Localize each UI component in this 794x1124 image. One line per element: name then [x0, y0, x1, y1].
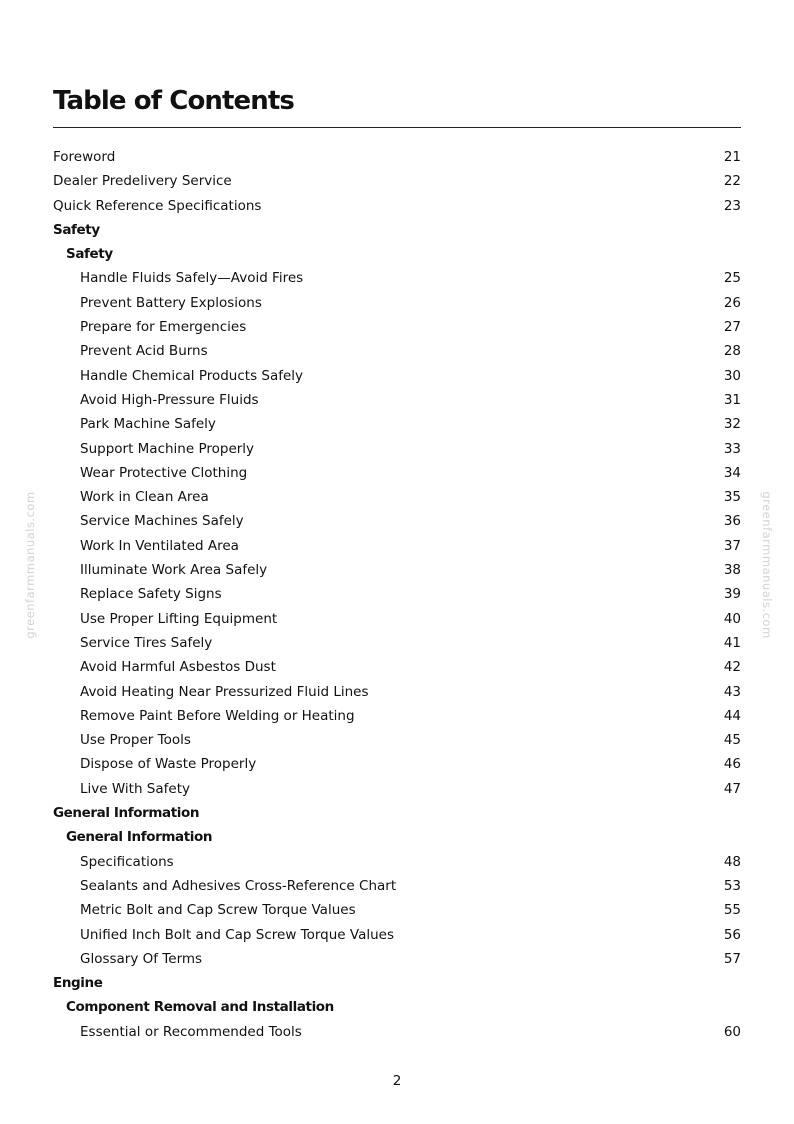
- toc-entry[interactable]: [53, 1020, 741, 1044]
- toc-entry-page: 42: [723, 659, 741, 676]
- toc-entry[interactable]: [53, 704, 741, 728]
- page-number: 2: [392, 1073, 402, 1089]
- toc-entry[interactable]: [53, 607, 741, 631]
- toc-entry-page: 22: [723, 173, 741, 190]
- toc-section-label: Safety: [53, 221, 100, 238]
- toc-entry[interactable]: [53, 874, 741, 898]
- toc-entry-label: Foreword: [53, 149, 116, 165]
- toc-entry[interactable]: [53, 461, 741, 485]
- toc-entry-label: Park Machine Safely: [80, 416, 216, 433]
- toc-entry-label: Use Proper Lifting Equipment: [80, 610, 278, 627]
- toc-entry-page: 41: [723, 634, 741, 651]
- toc-entry-page: 28: [723, 343, 741, 360]
- toc-entry-page: 33: [723, 440, 741, 457]
- title-divider: [53, 127, 741, 128]
- toc-subsection-label: Component Removal and Installation: [66, 999, 334, 1016]
- toc-entry[interactable]: [53, 558, 741, 582]
- toc-entry-label: Avoid Heating Near Pressurized Fluid Lines: [80, 683, 369, 700]
- toc-entry-page: 27: [723, 319, 741, 336]
- toc-entry[interactable]: [53, 582, 741, 606]
- toc-entry-label: Work In Ventilated Area: [80, 537, 239, 554]
- table-of-contents: [53, 145, 741, 1044]
- toc-entry-label: Handle Chemical Products Safely: [80, 367, 304, 384]
- toc-entry-page: 21: [723, 149, 741, 165]
- toc-entry-label: Live With Safety: [80, 780, 190, 797]
- toc-entry[interactable]: [53, 631, 741, 655]
- toc-entry-page: 48: [723, 853, 741, 870]
- toc-entry-label: Avoid High-Pressure Fluids: [80, 391, 259, 408]
- toc-entry[interactable]: [53, 752, 741, 776]
- toc-entry[interactable]: [53, 898, 741, 922]
- toc-entry-page: 37: [723, 537, 741, 554]
- toc-entry[interactable]: [53, 923, 741, 947]
- toc-entry-page: 31: [723, 391, 741, 408]
- toc-entry-label: Remove Paint Before Welding or Heating: [80, 707, 355, 724]
- toc-entry-page: 23: [723, 197, 741, 214]
- toc-subsection-label: General Information: [66, 829, 213, 846]
- toc-entry[interactable]: [53, 655, 741, 679]
- toc-entry-page: 25: [723, 270, 741, 287]
- toc-entry-page: 44: [723, 707, 741, 724]
- toc-entry-page: 46: [723, 756, 741, 773]
- toc-entry-label: Metric Bolt and Cap Screw Torque Values: [80, 902, 356, 919]
- toc-entry-label: Use Proper Tools: [80, 732, 191, 749]
- toc-entry-label: Service Tires Safely: [80, 634, 213, 651]
- toc-entry[interactable]: [53, 145, 741, 169]
- toc-entry-label: Handle Fluids Safely—Avoid Fires: [80, 270, 304, 287]
- toc-entry-label: Quick Reference Specifications: [53, 197, 262, 214]
- toc-section-label: General Information: [53, 805, 200, 822]
- toc-entry[interactable]: [53, 339, 741, 363]
- toc-entry-label: Wear Protective Clothing: [80, 464, 248, 481]
- toc-entry-label: Essential or Recommended Tools: [80, 1023, 302, 1040]
- watermark-right: greenfarmmanuals.com: [760, 491, 774, 639]
- toc-entry-page: 35: [723, 489, 741, 506]
- toc-entry-label: Illuminate Work Area Safely: [80, 562, 268, 579]
- toc-entry-page: 34: [723, 464, 741, 481]
- toc-entry-label: Service Machines Safely: [80, 513, 244, 530]
- toc-section-heading[interactable]: [53, 971, 741, 995]
- toc-entry[interactable]: [53, 850, 741, 874]
- toc-subsection-heading[interactable]: [53, 825, 741, 849]
- toc-entry[interactable]: [53, 169, 741, 193]
- toc-entry-page: 38: [723, 562, 741, 579]
- toc-entry-page: 57: [723, 950, 741, 967]
- toc-subsection-heading[interactable]: [53, 242, 741, 266]
- toc-entry-label: Glossary Of Terms: [80, 950, 203, 967]
- toc-entry-page: 39: [723, 586, 741, 603]
- toc-entry-label: Prevent Acid Burns: [80, 343, 208, 360]
- page-title: Table of Contents: [53, 86, 294, 116]
- toc-entry[interactable]: [53, 364, 741, 388]
- toc-entry-page: 53: [723, 877, 741, 894]
- toc-entry-page: 40: [723, 610, 741, 627]
- toc-entry-page: 60: [723, 1023, 741, 1040]
- toc-entry[interactable]: [53, 534, 741, 558]
- toc-entry-page: 32: [723, 416, 741, 433]
- toc-entry-label: Avoid Harmful Asbestos Dust: [80, 659, 276, 676]
- toc-entry-label: Work in Clean Area: [80, 489, 209, 506]
- toc-entry-label: Specifications: [80, 853, 174, 870]
- toc-entry[interactable]: [53, 485, 741, 509]
- toc-entry-page: 47: [723, 780, 741, 797]
- toc-section-heading[interactable]: [53, 218, 741, 242]
- toc-entry-page: 36: [723, 513, 741, 530]
- toc-entry-page: 55: [723, 902, 741, 919]
- toc-entry-page: 56: [723, 926, 741, 943]
- toc-entry-label: Support Machine Properly: [80, 440, 255, 457]
- toc-entry-label: Prevent Battery Explosions: [80, 294, 262, 311]
- toc-entry-label: Unified Inch Bolt and Cap Screw Torque Values: [80, 926, 395, 943]
- toc-entry[interactable]: [53, 412, 741, 436]
- toc-entry[interactable]: [53, 291, 741, 315]
- toc-entry[interactable]: [53, 680, 741, 704]
- toc-entry[interactable]: [53, 194, 741, 218]
- toc-entry[interactable]: [53, 509, 741, 533]
- toc-section-label: Engine: [53, 975, 103, 992]
- toc-entry-page: 45: [723, 732, 741, 749]
- toc-entry[interactable]: [53, 388, 741, 412]
- toc-subsection-label: Safety: [66, 246, 113, 263]
- toc-entry[interactable]: [53, 266, 741, 290]
- toc-entry-label: Replace Safety Signs: [80, 586, 222, 603]
- toc-entry-page: 43: [723, 683, 741, 700]
- toc-entry[interactable]: [53, 777, 741, 801]
- toc-entry[interactable]: [53, 728, 741, 752]
- toc-entry-label: Prepare for Emergencies: [80, 319, 247, 336]
- watermark-left: greenfarmmanuals.com: [23, 491, 37, 639]
- toc-entry[interactable]: [53, 315, 741, 339]
- toc-entry-label: Sealants and Adhesives Cross-Reference Chart: [80, 877, 397, 894]
- toc-entry[interactable]: [53, 947, 741, 971]
- toc-entry-page: 26: [723, 294, 741, 311]
- toc-section-heading[interactable]: [53, 801, 741, 825]
- toc-entry[interactable]: [53, 437, 741, 461]
- toc-subsection-heading[interactable]: [53, 995, 741, 1019]
- toc-entry-label: Dealer Predelivery Service: [53, 173, 232, 190]
- toc-entry-label: Dispose of Waste Properly: [80, 756, 257, 773]
- toc-entry-page: 30: [723, 367, 741, 384]
